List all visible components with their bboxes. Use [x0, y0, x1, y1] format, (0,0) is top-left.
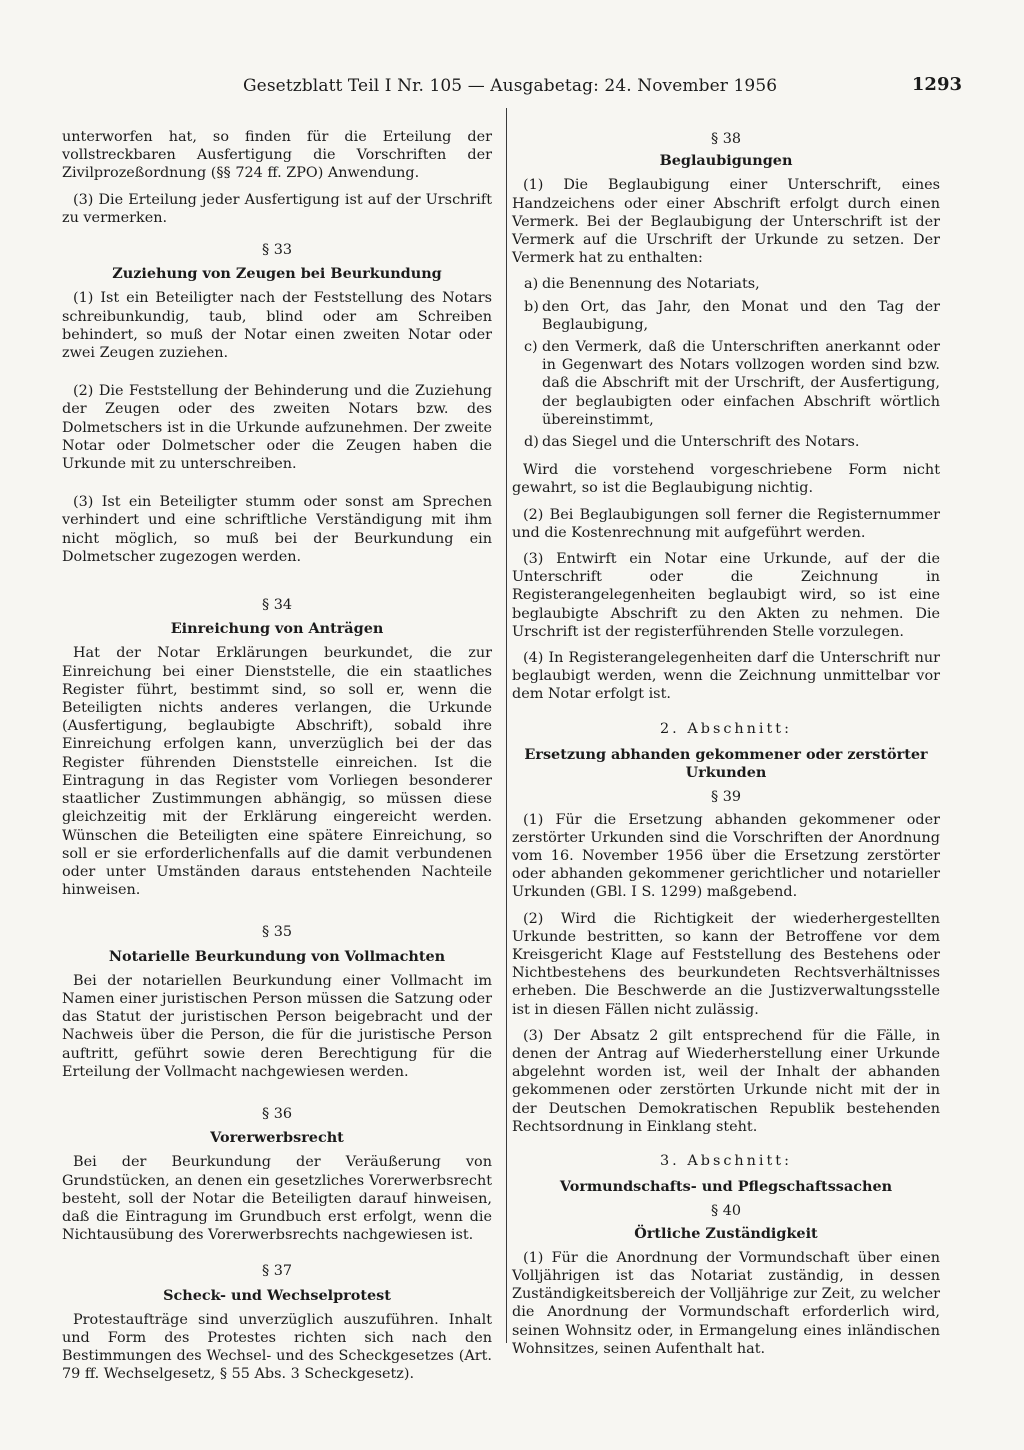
list-label: b) [524, 298, 539, 315]
list-label: d) [524, 434, 539, 451]
list-text: die Benennung des Notariats, [542, 276, 760, 293]
section-heading: Beglaubigungen [659, 152, 793, 170]
section-heading: Scheck- und Wechselprotest [163, 1286, 391, 1304]
section-number: § 35 [261, 924, 293, 941]
paragraph: (1) Ist ein Beteiligter nach der Feststellung des Notars schreibunkundig, taub, blind oder am Schreiben behindert, so muß der Notar einen zweiten Notar oder zwei Zeugen zuziehen. [62, 290, 492, 362]
paragraph: (1) Für die Anordnung der Vormundschaft über einen Volljährigen ist das Notariat zuständig, in dessen Zuständigkeitsbereich der Volljährige zur Zeit, zu welcher die Anordnung der Vormundschaft erforderlich wird, seinen Wohnsitz oder, in Ermangelung eines inländischen Wohnsitzes, seinen Aufenthalt hat. [512, 1249, 940, 1357]
paragraph: (3) Ist ein Beteiligter stumm oder sonst am Sprechen verhindert und eine schriftliche Verständigung mit ihm nicht möglich, so muß bei der Beurkundung ein Dolmetscher zugezogen werden. [62, 494, 492, 565]
section-number: § 36 [261, 1105, 293, 1122]
paragraph: (2) Bei Beglaubigungen soll ferner die Registernummer und die Kostenrechnung mit aufgeführt werden. [512, 506, 940, 541]
column-divider [506, 108, 507, 1343]
section-number: § 40 [710, 1203, 742, 1220]
paragraph: (1) Die Beglaubigung einer Unterschrift, eines Handzeichens oder einer Abschrift erfolgt durch einen Vermerk. Bei der Beglaubigung der Unterschrift ist der Vermerk auf die Urschrift der Urkunde zu setzen. Der Vermerk hat zu enthalten: [512, 177, 940, 267]
page-number: 1293 [911, 74, 962, 95]
gazette-title: Gesetzblatt Teil I Nr. 105 — Ausgabetag: 24. November 1956 [243, 76, 778, 96]
paragraph: (3) Entwirft ein Notar eine Urkunde, auf der die Unterschrift oder die Zeichnung in Registerangelegenheiten beglaubigt wird, so ist eine beglaubigte Abschrift zu den Akten zu nehmen. Die Urschrift ist der registerführenden Stelle vorzulegen. [512, 551, 940, 640]
paragraph: (4) In Registerangelegenheiten darf die Unterschrift nur beglaubigt werden, wenn die Zeichnung unmittelbar vor dem Notar erfolgt ist. [512, 650, 940, 703]
chapter-heading: Ersetzung abhanden gekommener oder zerstörter Urkunden [524, 745, 928, 782]
section-heading: Zuziehung von Zeugen bei Beurkundung [112, 265, 442, 283]
list-item [512, 298, 940, 334]
paragraph: Protestaufträge sind unverzüglich auszuführen. Inhalt und Form des Protestes richten sich nach den Bestimmungen des Wechsel- und des Scheckgesetzes (Art. 79 ff. Wechselgesetz, § 55 Abs. 3 Scheckgesetz). [62, 1311, 492, 1383]
section-number: § 37 [261, 1263, 293, 1280]
list-text: den Ort, das Jahr, den Monat und den Tag der Beglaubigung, [542, 298, 940, 333]
paragraph: Bei der notariellen Beurkundung einer Vollmacht im Namen einer juristischen Person müssen die Satzung oder das Statut der juristischen Person beigebracht und der Nachweis über die Person, die für die juristische Person auftritt, geführt sowie deren Berechtigung für die Erteilung der Vollmacht nachgewiesen werden. [62, 972, 492, 1080]
section-heading: Einreichung von Anträgen [170, 620, 384, 638]
section-number: § 38 [710, 131, 742, 147]
requirement-list [512, 275, 940, 451]
chapter-title: 2. Abschnitt: [660, 720, 792, 737]
right-column [512, 128, 940, 1366]
section-heading: Vorerwerbsrecht [210, 1129, 344, 1147]
paragraph: (2) Wird die Richtigkeit der wiederhergestellten Urkunde bestritten, so kann der Betroffene vor dem Kreisgericht Klage auf Feststellung des Bestehens oder Nichtbestehens des beurkundeten Rechtsverhältnisses erheben. Die Beschwerde an die Justizverwaltungsstelle ist in diesen Fällen nicht zulässig. [512, 910, 940, 1018]
paragraph: Bei der Beurkundung der Veräußerung von Grundstücken, an denen ein gesetzliches Vorerwerbsrecht besteht, soll der Notar die Beteiligten darauf hinweisen, daß die Eintragung im Grundbuch erst erfolgt, wenn die Nichtausübung des Vorerwerbsrechts nachgewiesen ist. [62, 1154, 492, 1244]
left-column [62, 128, 492, 1392]
list-label: a) [524, 276, 539, 293]
paragraph: (1) Für die Ersetzung abhanden gekommener oder zerstörter Urkunden sind die Vorschriften der Anordnung vom 16. November 1956 über die Ersetzung zerstörter oder abhanden gekommener gerichtlicher und notarieller Urkunden (GBl. I S. 1299) maßgebend. [512, 811, 940, 901]
list-item [512, 275, 940, 293]
section-heading: Notarielle Beurkundung von Vollmachten [108, 947, 446, 965]
section-number: § 34 [261, 597, 293, 614]
chapter-heading: Vormundschafts- und Pflegschaftssachen [559, 1178, 893, 1196]
page-header [58, 72, 962, 102]
paragraph: Wird die vorstehend vorgeschriebene Form nicht gewahrt, so ist die Beglaubigung nichtig. [512, 462, 940, 497]
paragraph: unterworfen hat, so finden für die Erteilung der vollstreckbaren Ausfertigung die Vorschriften der Zivilprozeßordnung (§§ 724 ff. ZPO) Anwendung. [62, 129, 492, 182]
paragraph: (3) Der Absatz 2 gilt entsprechend für die Fälle, in denen der Antrag auf Wiederherstellung einer Urkunde abgelehnt worden ist, weil der Inhalt der abhanden gekommenen oder zerstörten Urkunde nicht mit der in der Deutschen Demokratischen Republik bestehenden Rechtsordnung in Einklang steht. [512, 1027, 940, 1135]
section-number: § 33 [261, 242, 293, 259]
list-text: den Vermerk, daß die Unterschriften anerkannt oder in Gegenwart des Notars vollzogen worden sind bzw. daß die Abschrift mit der Urschrift, der Ausfertigung, der beglaubigten oder einfachen Abschrift wörtlich übereinstimmt, [542, 339, 940, 428]
paragraph: Hat der Notar Erklärungen beurkundet, die zur Einreichung bei einer Dienststelle, die ein staatliches Register führt, bestimmt sind, so soll er, wenn die Beteiligten nichts anderes verlangen, die Urkunde (Ausfertigung, beglaubigte Abschrift), sobald ihre Einreichung erfolgen kann, unverzüglich bei der das Register führenden Dienststelle einreichen. Ist die Eintragung in das Register vom Vorliegen besonderer staatlicher Zustimmungen abhängig, so müssen diese gleichzeitig mit der Erklärung eingereicht werden. Wünschen die Beteiligten eine spätere Einreichung, so soll er sie erforderlichenfalls auf die damit verbundenen oder unter Umständen daraus entstehenden Nachteile hinweisen. [62, 645, 492, 899]
list-item [512, 338, 940, 429]
list-item [512, 433, 940, 451]
list-text: das Siegel und die Unterschrift des Notars. [542, 434, 860, 451]
paragraph: (3) Die Erteilung jeder Ausfertigung ist auf der Urschrift zu vermerken. [62, 191, 492, 226]
list-label: c) [524, 339, 538, 356]
chapter-title: 3. Abschnitt: [660, 1152, 792, 1169]
section-number: § 39 [710, 789, 742, 806]
section-heading: Örtliche Zuständigkeit [634, 1224, 818, 1242]
paragraph: (2) Die Feststellung der Behinderung und die Zuziehung der Zeugen oder des zweiten Notars bzw. des Dolmetschers ist in die Urkunde aufzunehmen. Der zweite Notar oder Dolmetscher oder die Zeugen haben die Urkunde mit zu unterschreiben. [62, 383, 492, 473]
